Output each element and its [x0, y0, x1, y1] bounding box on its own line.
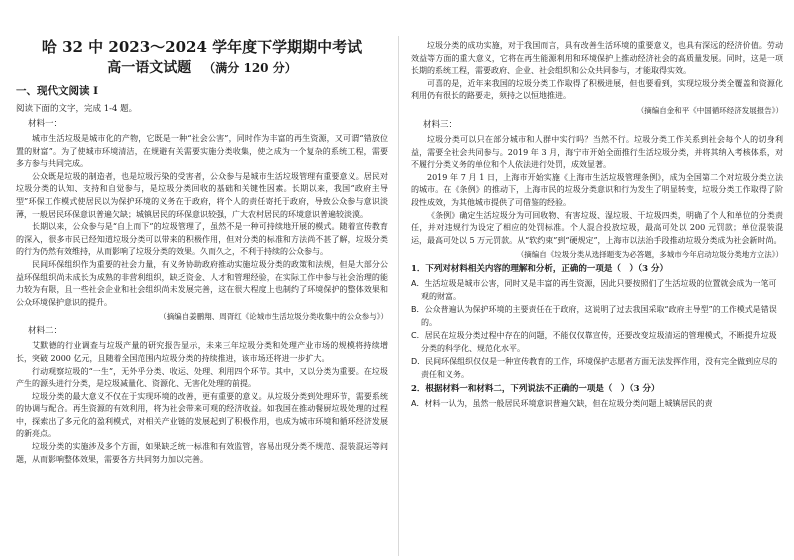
material-2-continued: 可喜的是，近年来我国的垃圾分类工作取得了积极进展，但也要看到，实现垃圾分类全覆盖和资源化利用仍有很长的路要走，须持之以恒地推进。 — [411, 78, 783, 101]
material-3-paragraph: 2019 年 7 月 1 日，上海市开始实施《上海市生活垃圾管理条例》，成为全国第二个对垃圾分类立法的城市。在《条例》的推动下，上海市民的垃圾分类意识和行为发生了明显转变，垃圾分类工作取得了阶段性成效，为其他城市提供了可借鉴的经验。 — [411, 172, 783, 207]
material-2-paragraph: 垃圾分类的最大意义不仅在于实现环境的改善，更有重要的意义。从垃圾分类到处理环节，需要系统的协调与配合。再生资源的有效利用，将为社会带来可观的经济收益。如我国在推动餐厨垃圾处理的过程中，探索出了多元化的盈利模式，对相关产业链的发展起到了积极作用，也成为城市环境和循环经济发展的新亮点。 — [16, 391, 388, 439]
question-2-option-a: A．材料一认为，虽然一般居民环境意识普遍欠缺，但在垃圾分类问题上城镇居民的责 — [411, 399, 713, 409]
question-2: 2．根据材料一和材料二，下列说法不正确的一项是（ ）（3 分） — [411, 384, 660, 395]
question-1: 1．下列对材料相关内容的理解和分析，正确的一项是（ ）（3 分） — [411, 264, 669, 275]
material-1-paragraph: 公众既是垃圾的制造者，也是垃圾污染的受害者，公众参与是城市生活垃圾管理有重要意义。居民对垃圾分类的认知、支持和自觉参与，是垃圾分类回收的基础和关键性因素。长期以来，我国“政府主导型”环保工作模式使居民以为保护环境的义务在于政府，将个人的责任寄托于政府，导致公众参与意识淡薄，一般居民环保意识普遍欠缺；城镇居民的环保意识较强，广大农村居民的环境意识普遍较淡漠。 — [16, 171, 388, 219]
material-3-source: （摘编自《垃圾分类从选择题变为必答题，多城市今年启动垃圾分类地方立法》） — [516, 250, 783, 260]
reading-instruction: 阅读下面的文字，完成 1-4 题。 — [16, 104, 138, 114]
material-3-paragraph: 垃圾分类可以只在部分城市和人群中实行吗？当然不行。垃圾分类工作关系到社会每个人的切身利益，需要全社会共同参与。2019 年 3 月，海宁市开始全面推行生活垃圾分类，并将其纳入考核体系，对不履行分类义务的单位和个人依法进行处罚，成效显著。 — [411, 134, 783, 170]
material-1-source: （摘编自姜鹏翔、周胥红《论城市生活垃圾分类收集中的公众参与》） — [159, 312, 388, 322]
full-score: （满分 120 分） — [203, 61, 297, 75]
material-2-paragraph: 垃圾分类的实施涉及多个方面，如果缺乏统一标准和有效监管，容易出现分类不规范、混装混运等问题，从而影响整体效果，需要各方共同努力加以完善。 — [16, 442, 388, 464]
material-3-paragraph: 《条例》确定生活垃圾分为可回收物、有害垃圾、湿垃圾、干垃圾四类，明确了个人和单位的分类责任，并对违规行为设定了相应的处罚标准。个人混合投放垃圾，最高可处以 200 元罚款；单位混装混运，最高可处以 5 万元罚款。从“软约束”到“硬规定”，上海市以法治手段推动垃圾分类成为社会新时尚。 — [411, 210, 783, 245]
material-2-label: 材料二： — [28, 326, 63, 337]
left-column — [16, 36, 388, 466]
exam-title: 哈 32 中 2023～2024 学年度下学期期中考试 — [41, 38, 363, 56]
exam-subtitle — [16, 58, 388, 78]
material-2-source: （摘编自金和平《中国循环经济发展报告》） — [636, 105, 783, 115]
material-1-paragraph: 城市生活垃圾是城市化的产物，它既是一种“社会公害”，同时作为丰富的再生资源，又可谓“错放位置的财富”。为了使城市环境清洁，在规避有关需要实施分类收集，使之成为一个复杂的系统工程，需要多方参与共同完成。 — [16, 134, 388, 169]
question-1-option-b: B．公众普遍认为保护环境的主要责任在于政府，这说明了过去我国采取“政府主导型”的工作模式是错误的。 — [411, 305, 777, 327]
subtitle-text: 高一语文试题 — [107, 60, 192, 76]
column-divider — [398, 36, 399, 556]
material-3-label: 材料三： — [423, 119, 458, 130]
question-1-option-d: D．民间环保组织仅仅是一种宣传教育的工作，环境保护志愿者方面无法发挥作用，没有完全做到应尽的责任和义务。 — [411, 357, 778, 379]
material-1-label: 材料一： — [28, 119, 63, 129]
material-2-paragraph: 行动观察垃圾的“一生”，无外乎分类、收运、处理、利用四个环节。其中，又以分类为重要。在垃圾产生的源头进行分类，是垃圾减量化、资源化、无害化处理的前提。 — [16, 366, 388, 389]
section-heading: 一、现代文阅读 I — [16, 85, 99, 97]
material-2-paragraph: 艾默德的行业调查与垃圾产量的研究报告显示，未来三年垃圾分类和处理产业市场的规模将持续增长，突破 2000 亿元，且随着全国范围内垃圾分类的持续推进，该市场还将进一步扩大。 — [16, 341, 388, 363]
material-1-paragraph: 民间环保组织作为重要的社会力量，有义务协助政府推动实施垃圾分类的政策和法规，但是大部分公益环保组织尚未成长为成熟的非营利组织，缺乏资金、人才和管理经验，在实际工作中参与社会治理的能力较为有限，且一些社会企业和社会组织尚未发展完善，这在很大程度上也制约了环境保护的整体效果和公众环境保护意识的提升。 — [16, 259, 388, 307]
question-1-option-c: C．居民在垃圾分类过程中存在的问题，不能仅仅靠宣传，还要改变垃圾清运的管理模式，不断提升垃圾分类的科学化、规范化水平。 — [411, 331, 777, 353]
material-2-continued: 垃圾分类的成功实施，对于我国而言，具有改善生活环境的重要意义，也具有深远的经济价值。劳动效益等方面的重大意义，它将在再生能源利用和环境保护上推动经济社会的高质量发展。同时，这是一项长期的系统工程，需要政府、企业、社会组织和公众共同参与，才能取得实效。 — [411, 41, 783, 76]
material-1-paragraph: 长期以来，公众参与是“自上而下”的垃圾管理了，虽然不是一种可持续地开展的模式。随着宣传教育的深入，很多市民已经知道垃圾分类可以带来的积极作用，但对分类的标准和方法尚不甚了解，垃圾分类的行为仍然有效维持，从而影响了垃圾分类的效果。久而久之，不利于持续的公众参与。 — [16, 222, 388, 257]
right-column — [411, 40, 783, 412]
question-1-option-a: A．生活垃圾是城市公害，同时又是丰富的再生资源，因此只要按照们了生活垃圾的位置就会成为一笔可观的财富。 — [411, 279, 777, 301]
